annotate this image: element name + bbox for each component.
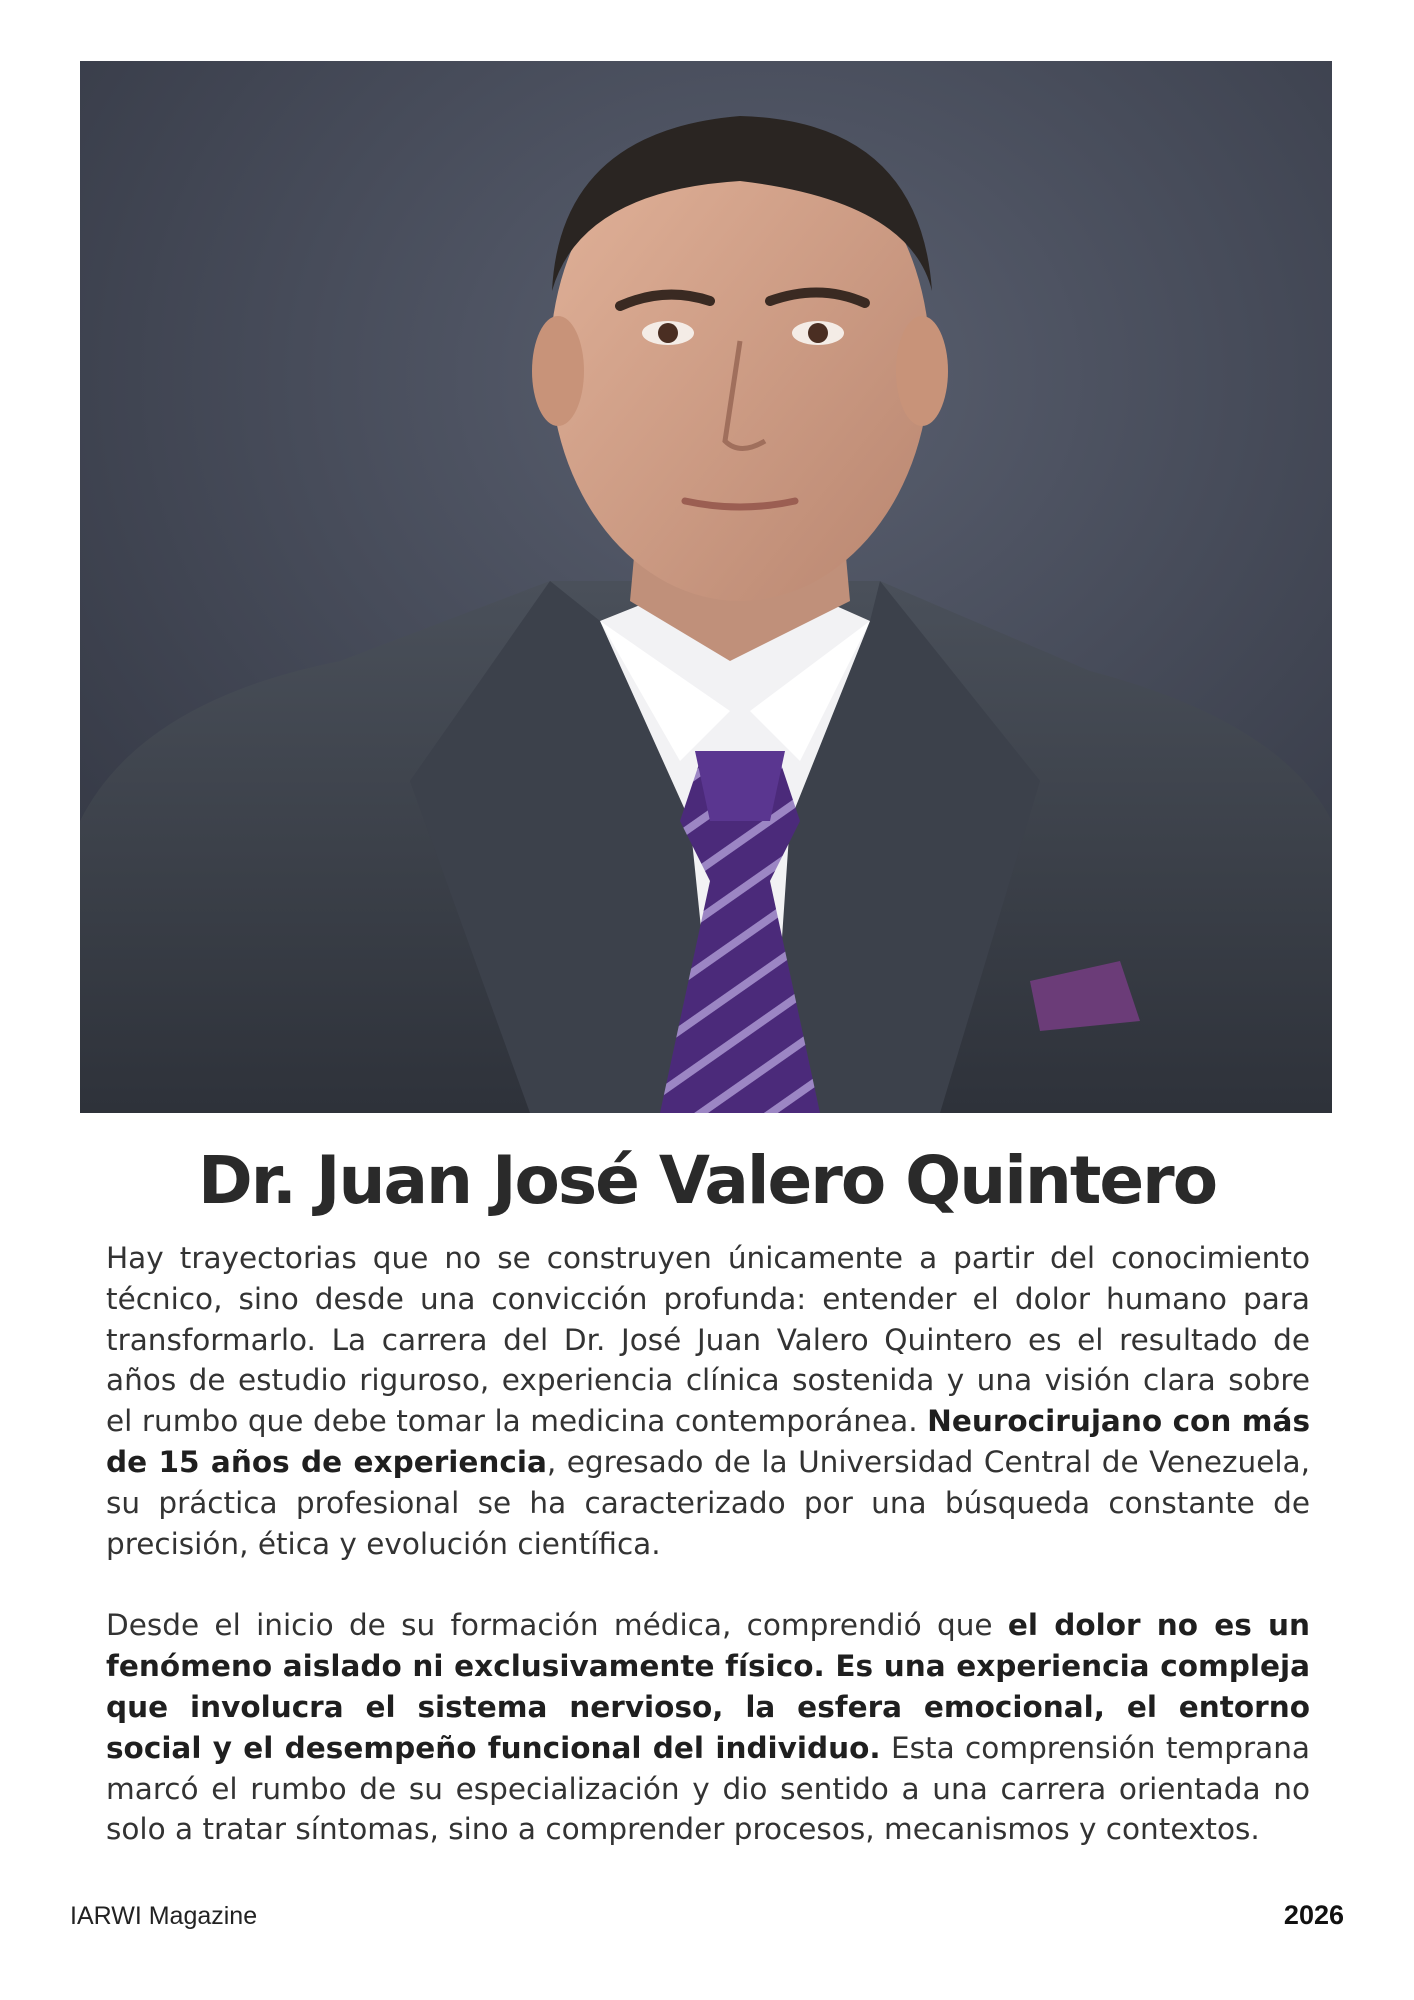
footer-year: 2026 bbox=[1283, 1900, 1344, 1930]
paragraph-intro-text: Hay trayectorias que no se construyen únicamente a partir del conocimiento técnico, sino desde una convicción profunda: entender el dolor humano para transformarlo. La carrera del Dr. José Juan Valero Quintero es el resultado de años de estudio riguroso, experiencia clínica sostenida y una visión clara sobre el rumbo que debe tomar la medicina contemporánea. bbox=[106, 1241, 1310, 1439]
paragraph-formation bbox=[106, 1605, 1310, 1850]
paragraph-formation-text: Desde el inicio de su formación médica, comprendió que bbox=[106, 1608, 1008, 1643]
portrait-illustration bbox=[80, 61, 1332, 1113]
paragraph-formation-highlight: el dolor no es un fenómeno aislado ni exclusivamente físico. Es una experiencia compleja que involucra el sistema nervioso, la esfera emocional, el entorno social y el desempeño funcional del individuo. bbox=[106, 1608, 1310, 1765]
paragraph-intro-text-cont: , egresado de la Universidad Central de Venezuela, su práctica profesional se ha caracterizado por una búsqueda constante de precisión, ética y evolución científica. bbox=[106, 1444, 1310, 1561]
paragraph-formation-text-cont: Esta comprensión temprana marcó el rumbo de su especialización y dio sentido a una carrera orientada no solo a tratar síntomas, sino a comprender procesos, mecanismos y contextos. bbox=[106, 1730, 1310, 1847]
paragraph-intro-highlight: Neurocirujano con más de 15 años de experiencia bbox=[106, 1404, 1311, 1479]
paragraph-intro bbox=[106, 1238, 1310, 1564]
page-title: Dr. Juan José Valero Quintero bbox=[197, 1142, 1217, 1219]
footer-publication: IARWI Magazine bbox=[70, 1902, 258, 1930]
portrait-photo bbox=[80, 61, 1332, 1113]
article-body bbox=[106, 1238, 1310, 1891]
